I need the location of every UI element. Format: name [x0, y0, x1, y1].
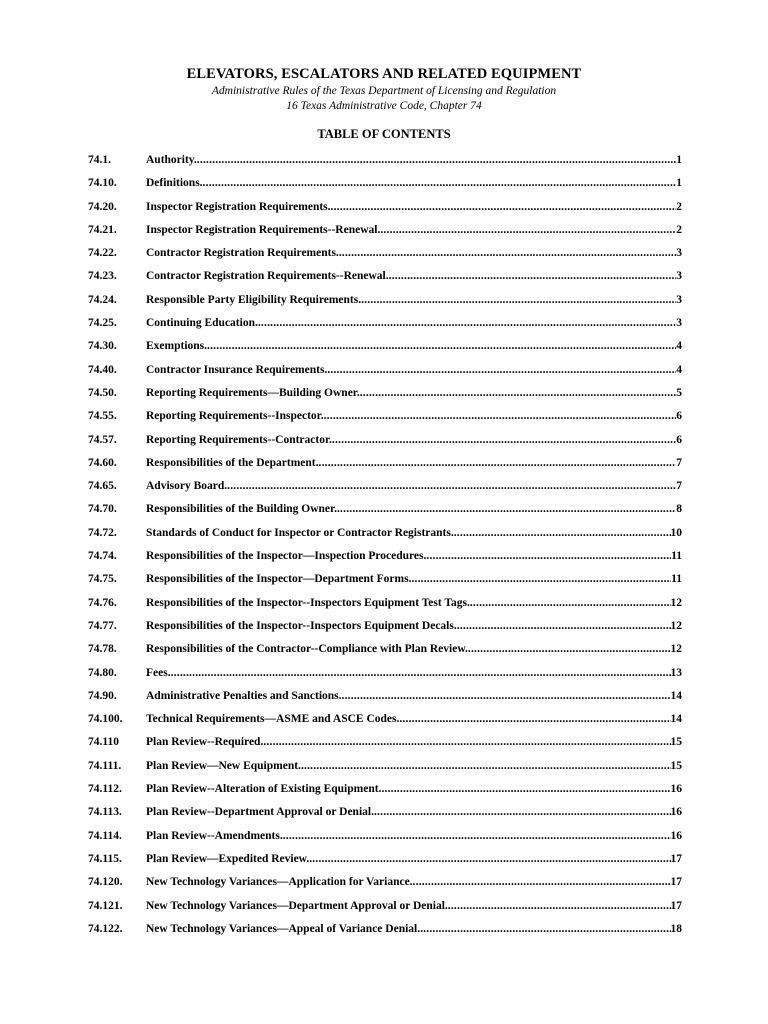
toc-dot-leader: [468, 643, 671, 655]
toc-heading: TABLE OF CONTENTS: [317, 127, 451, 141]
toc-entry-page-number: 14: [670, 689, 682, 702]
toc-entry-page-number: 16: [670, 829, 682, 842]
toc-entry-title: Responsibilities of the Inspector--Inspectors Equipment Decals.: [146, 619, 457, 632]
toc-entry-title: Fees.: [146, 666, 171, 679]
toc-entry-page-number: 11: [671, 573, 682, 586]
toc-dot-leader: [420, 923, 670, 935]
toc-entry-number: 74.1.: [88, 154, 111, 166]
toc-entry-body: [146, 783, 682, 795]
toc-entry-title: New Technology Variances—Department Approval or Denial.: [146, 899, 448, 912]
toc-entry-title: Technical Requirements—ASME and ASCE Codes.: [146, 713, 400, 726]
toc-entry-body: [146, 736, 682, 748]
toc-entry-body: [146, 900, 682, 912]
toc-entry-number: 74.74.: [88, 550, 117, 563]
toc-entry[interactable]: [88, 247, 682, 270]
toc-entry[interactable]: [88, 783, 682, 806]
toc-entry-title: New Technology Variances—Application for Variance.: [146, 876, 413, 889]
toc-entry-title: Plan Review--Required.: [146, 736, 264, 749]
toc-entry-title: Responsibilities of the Inspector—Inspection Procedures.: [146, 550, 427, 563]
toc-dot-leader: [380, 224, 676, 236]
table-of-contents: [88, 154, 682, 946]
toc-entry-number: 74.115.: [88, 852, 122, 865]
toc-entry-title: Reporting Requirements--Contractor.: [146, 433, 332, 446]
toc-entry-number: 74.22.: [88, 247, 117, 260]
toc-entry-page-number: 17: [670, 852, 682, 865]
toc-dot-leader: [360, 387, 677, 399]
toc-entry-page-number: 12: [670, 619, 682, 632]
toc-entry-body: [146, 434, 682, 446]
toc-entry-body: [146, 550, 682, 562]
toc-entry-title: Definitions.: [146, 177, 203, 190]
document-subtitle-line2: 16 Texas Administrative Code, Chapter 74: [286, 100, 482, 112]
toc-dot-leader: [426, 550, 671, 562]
toc-entry[interactable]: [88, 900, 682, 923]
document-title: ELEVATORS, ESCALATORS AND RELATED EQUIPMENT: [186, 66, 582, 82]
toc-entry-number: 74.78.: [88, 643, 117, 656]
toc-entry-body: [146, 457, 682, 469]
toc-entry[interactable]: [88, 806, 682, 829]
toc-entry-number: 74.20.: [88, 200, 117, 213]
toc-entry[interactable]: [88, 713, 682, 736]
toc-entry[interactable]: [88, 736, 682, 759]
toc-entry-page-number: 17: [670, 899, 682, 912]
toc-entry-number: 74.90.: [88, 689, 117, 702]
toc-entry[interactable]: [88, 177, 682, 200]
toc-entry-title: Plan Review--Amendments.: [146, 829, 283, 842]
toc-entry-body: [146, 853, 682, 865]
toc-entry[interactable]: [88, 364, 682, 387]
toc-entry-number: 74.100.: [88, 713, 123, 726]
toc-dot-leader: [309, 853, 670, 865]
toc-dot-leader: [197, 154, 676, 166]
toc-dot-leader: [454, 527, 671, 539]
toc-entry-number: 74.122.: [88, 922, 123, 935]
toc-entry-body: [146, 713, 682, 725]
toc-entry-number: 74.113.: [88, 806, 122, 819]
toc-entry[interactable]: [88, 597, 682, 620]
toc-entry[interactable]: [88, 503, 682, 526]
toc-entry[interactable]: [88, 387, 682, 410]
document-subtitle-line1: Administrative Rules of the Texas Department of Licensing and Regulation: [211, 85, 557, 97]
toc-entry-body: [146, 387, 682, 399]
toc-entry-page-number: 3: [676, 293, 682, 306]
toc-entry-page-number: 7: [676, 456, 682, 469]
toc-entry-title: New Technology Variances—Appeal of Variance Denial.: [146, 922, 421, 935]
toc-entry-number: 74.75.: [88, 573, 117, 586]
toc-entry-page-number: 2: [676, 223, 682, 236]
toc-entry-title: Contractor Registration Requirements.: [146, 247, 339, 260]
toc-entry-body: [146, 410, 682, 422]
toc-entry-title: Authority.: [146, 154, 197, 166]
toc-entry-title: Responsible Party Eligibility Requirements.: [146, 293, 362, 306]
toc-entry-title: Responsibilities of the Contractor--Compliance with Plan Review.: [146, 643, 468, 656]
toc-dot-leader: [203, 177, 677, 189]
toc-entry-body: [146, 177, 682, 189]
toc-entry[interactable]: [88, 643, 682, 666]
toc-entry-title: Plan Review--Alteration of Existing Equipment.: [146, 783, 382, 796]
toc-entry-body: [146, 806, 682, 818]
toc-entry-page-number: 1: [676, 154, 682, 166]
toc-entry-body: [146, 923, 682, 935]
toc-entry-body: [146, 573, 682, 585]
toc-entry-number: 74.24.: [88, 293, 117, 306]
toc-entry-title: Responsibilities of the Inspector--Inspectors Equipment Test Tags.: [146, 596, 470, 609]
toc-entry-body: [146, 830, 682, 842]
toc-entry-number: 74.111.: [88, 759, 122, 772]
toc-dot-leader: [448, 900, 671, 912]
toc-dot-leader: [327, 364, 676, 376]
toc-entry-page-number: 8: [676, 503, 682, 516]
toc-entry-number: 74.10.: [88, 177, 117, 190]
toc-entry-number: 74.40.: [88, 363, 117, 376]
toc-entry-number: 74.55.: [88, 410, 117, 423]
toc-entry-title: Responsibilities of the Inspector—Department Forms.: [146, 573, 412, 586]
toc-dot-leader: [339, 247, 676, 259]
toc-entry-body: [146, 643, 682, 655]
toc-entry-page-number: 7: [676, 480, 682, 493]
toc-entry-number: 74.76.: [88, 596, 117, 609]
toc-entry[interactable]: [88, 201, 682, 224]
toc-entry[interactable]: [88, 154, 682, 177]
toc-dot-leader: [470, 597, 671, 609]
toc-entry-number: 74.60.: [88, 456, 117, 469]
toc-entry-number: 74.112.: [88, 783, 122, 796]
toc-dot-leader: [361, 294, 676, 306]
toc-entry-page-number: 12: [670, 596, 682, 609]
toc-entry[interactable]: [88, 923, 682, 946]
toc-entry-title: Plan Review—New Equipment.: [146, 759, 301, 772]
toc-entry-body: [146, 620, 682, 632]
toc-dot-leader: [263, 736, 670, 748]
toc-dot-leader: [457, 620, 671, 632]
toc-entry-number: 74.114.: [88, 829, 122, 842]
toc-entry-title: Standards of Conduct for Inspector or Contractor Registrants.: [146, 526, 454, 539]
toc-entry-body: [146, 480, 682, 492]
toc-entry-page-number: 15: [670, 736, 682, 749]
toc-entry-number: 74.80.: [88, 666, 117, 679]
toc-dot-leader: [283, 830, 671, 842]
toc-dot-leader: [399, 713, 670, 725]
toc-dot-leader: [413, 876, 671, 888]
toc-entry-page-number: 4: [676, 363, 682, 376]
toc-entry-body: [146, 340, 682, 352]
toc-entry-page-number: 3: [676, 270, 682, 283]
toc-dot-leader: [227, 480, 676, 492]
toc-entry-page-number: 2: [676, 200, 682, 213]
toc-entry[interactable]: [88, 270, 682, 293]
toc-entry-page-number: 6: [676, 410, 682, 423]
toc-entry-number: 74.25.: [88, 317, 117, 330]
toc-entry[interactable]: [88, 690, 682, 713]
toc-entry-title: Exemptions.: [146, 340, 208, 353]
toc-entry-body: [146, 270, 682, 282]
toc-dot-leader: [324, 410, 677, 422]
toc-entry-title: Inspector Registration Requirements--Renewal.: [146, 223, 381, 236]
toc-entry-page-number: 1: [676, 177, 682, 190]
toc-entry-title: Plan Review—Expedited Review.: [146, 852, 310, 865]
toc-entry[interactable]: [88, 550, 682, 573]
toc-dot-leader: [331, 201, 677, 213]
toc-entry[interactable]: [88, 620, 682, 643]
toc-entry-page-number: 15: [670, 759, 682, 772]
toc-entry-number: 74.77.: [88, 619, 117, 632]
toc-entry-body: [146, 597, 682, 609]
toc-entry-body: [146, 503, 682, 515]
toc-dot-leader: [319, 457, 677, 469]
toc-entry-number: 74.120.: [88, 876, 123, 889]
toc-entry-body: [146, 224, 682, 236]
toc-entry[interactable]: [88, 667, 682, 690]
toc-entry[interactable]: [88, 410, 682, 433]
toc-entry[interactable]: [88, 853, 682, 876]
toc-dot-leader: [258, 317, 676, 329]
toc-entry-page-number: 13: [670, 666, 682, 679]
toc-dot-leader: [337, 503, 676, 515]
toc-entry-page-number: 14: [670, 713, 682, 726]
toc-entry[interactable]: [88, 294, 682, 317]
toc-dot-leader: [207, 340, 676, 352]
toc-entry-title: Continuing Education.: [146, 317, 258, 330]
toc-entry-number: 74.70.: [88, 503, 117, 516]
toc-entry[interactable]: [88, 573, 682, 596]
toc-entry-number: 74.110: [88, 736, 119, 749]
toc-dot-leader: [171, 667, 671, 679]
toc-entry-body: [146, 294, 682, 306]
toc-entry-title: Plan Review--Department Approval or Denial.: [146, 806, 374, 819]
toc-entry-title: Advisory Board.: [146, 480, 228, 493]
toc-entry-body: [146, 201, 682, 213]
toc-entry-page-number: 3: [676, 247, 682, 260]
toc-entry-title: Administrative Penalties and Sanctions.: [146, 689, 342, 702]
toc-entry-number: 74.30.: [88, 340, 117, 353]
toc-entry[interactable]: [88, 224, 682, 247]
toc-entry-page-number: 4: [676, 340, 682, 353]
toc-entry-page-number: 6: [676, 433, 682, 446]
toc-entry-page-number: 12: [670, 643, 682, 656]
toc-entry-page-number: 16: [670, 783, 682, 796]
toc-entry-number: 74.72.: [88, 526, 117, 539]
toc-entry-number: 74.23.: [88, 270, 117, 283]
toc-entry-title: Contractor Insurance Requirements.: [146, 363, 328, 376]
toc-entry-title: Responsibilities of the Building Owner.: [146, 503, 337, 516]
toc-entry-number: 74.57.: [88, 433, 117, 446]
toc-entry-number: 74.50.: [88, 386, 117, 399]
toc-entry[interactable]: [88, 527, 682, 550]
toc-dot-leader: [381, 783, 670, 795]
toc-entry[interactable]: [88, 317, 682, 340]
toc-entry-number: 74.21.: [88, 223, 117, 236]
toc-entry-number: 74.65.: [88, 480, 117, 493]
toc-dot-leader: [332, 434, 676, 446]
toc-entry-body: [146, 667, 682, 679]
toc-entry-title: Reporting Requirements—Building Owner.: [146, 386, 360, 399]
toc-entry[interactable]: [88, 480, 682, 503]
toc-entry-page-number: 17: [670, 876, 682, 889]
toc-entry-body: [146, 760, 682, 772]
toc-dot-leader: [411, 573, 671, 585]
toc-entry-body: [146, 690, 682, 702]
toc-entry[interactable]: [88, 457, 682, 480]
toc-dot-leader: [301, 760, 671, 772]
toc-entry-page-number: 18: [670, 922, 682, 935]
toc-entry-title: Responsibilities of the Department.: [146, 456, 319, 469]
toc-entry[interactable]: [88, 760, 682, 783]
toc-entry[interactable]: [88, 434, 682, 457]
toc-entry[interactable]: [88, 340, 682, 363]
toc-entry-page-number: 3: [676, 317, 682, 330]
toc-entry-page-number: 5: [676, 386, 682, 399]
toc-entry-title: Contractor Registration Requirements--Renewal.: [146, 270, 389, 283]
toc-dot-leader: [342, 690, 671, 702]
toc-entry-page-number: 11: [671, 550, 682, 563]
toc-entry-page-number: 16: [670, 806, 682, 819]
toc-entry-page-number: 10: [670, 526, 682, 539]
toc-dot-leader: [374, 806, 671, 818]
toc-entry-title: Inspector Registration Requirements.: [146, 200, 331, 213]
toc-entry-body: [146, 247, 682, 259]
toc-entry-body: [146, 154, 682, 166]
toc-entry-number: 74.121.: [88, 899, 123, 912]
toc-entry-body: [146, 876, 682, 888]
toc-entry-title: Reporting Requirements--Inspector.: [146, 410, 324, 423]
toc-entry[interactable]: [88, 830, 682, 853]
toc-entry[interactable]: [88, 876, 682, 899]
toc-entry-body: [146, 364, 682, 376]
toc-dot-leader: [389, 270, 677, 282]
toc-entry-body: [146, 527, 682, 539]
toc-entry-body: [146, 317, 682, 329]
